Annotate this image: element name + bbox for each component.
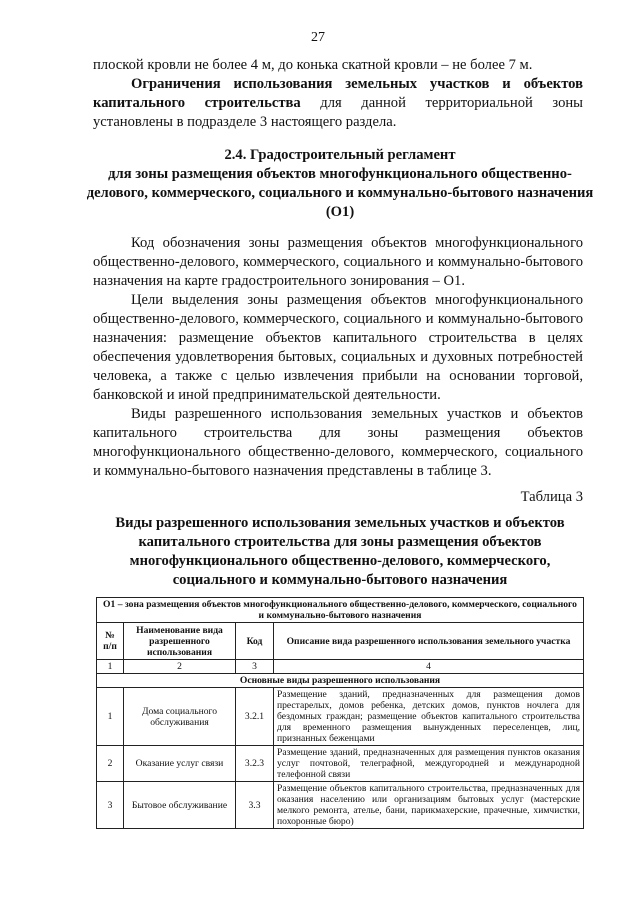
section-title-line1: 2.4. Градостроительный регламент bbox=[224, 147, 456, 163]
top-line: плоской кровли не более 4 м, до конька скатной кровли – не более 7 м. bbox=[93, 57, 533, 73]
column-header-desc: Описание вида разрешенного использования земельного участка bbox=[274, 623, 584, 660]
row-code: 3.3 bbox=[236, 782, 274, 829]
column-number: 4 bbox=[274, 660, 584, 674]
row-name: Бытовое обслуживание bbox=[124, 782, 236, 829]
row-num: 3 bbox=[97, 782, 124, 829]
row-code: 3.2.3 bbox=[236, 746, 274, 782]
column-number: 3 bbox=[236, 660, 274, 674]
table-zone-header-row bbox=[97, 598, 584, 623]
row-name: Оказание услуг связи bbox=[124, 746, 236, 782]
paragraph-code: Код обозначения зоны размещения объектов многофункционального общественно-делового, коммерческого, социального и коммунально-бытового назначения на карте градостроительного зонирования – О1. bbox=[93, 235, 583, 289]
restrictions-bold: Ограничения использования земельных участков и объектов капитального строительства bbox=[93, 76, 583, 111]
row-desc: Размещение объектов капитального строительства, предназначенных для оказания населению или организациям бытовых услуг (мастерские мелкого ремонта, ателье, бани, парикмахерские, прачечные, химчистки, похоронные бюро) bbox=[274, 782, 584, 829]
row-desc: Размещение зданий, предназначенных для размещения пунктов оказания услуг почтовой, телеграфной, междугородней и международной телефонной связи bbox=[274, 746, 584, 782]
main-text bbox=[93, 234, 583, 507]
table-label: Таблица 3 bbox=[520, 489, 583, 505]
table-title: Виды разрешенного использования земельных участков и объектов капитального строительства для зоны размещения объектов многофункционального общественно-делового, коммерческого, социального и коммунально-бытового назначения bbox=[115, 515, 565, 588]
group-header: Основные виды разрешенного использования bbox=[97, 674, 584, 688]
row-num: 2 bbox=[97, 746, 124, 782]
row-code: 3.2.1 bbox=[236, 688, 274, 746]
zone-header: О1 – зона размещения объектов многофункционального общественно-делового, коммерческого, социального и коммунально-бытового назначения bbox=[97, 598, 584, 623]
column-number: 1 bbox=[97, 660, 124, 674]
restrictions-rest: для данной территориальной зоны установлены в подразделе 3 настоящего раздела. bbox=[93, 95, 583, 130]
row-num: 1 bbox=[97, 688, 124, 746]
column-number: 2 bbox=[124, 660, 236, 674]
section-title-line2: для зоны размещения объектов многофункционального общественно-делового, коммерческого, социального и коммунально-бытового назначения (О1) bbox=[86, 166, 594, 220]
table-row bbox=[97, 782, 584, 829]
table-row bbox=[97, 746, 584, 782]
restrictions-paragraph bbox=[93, 75, 583, 132]
top-paragraph bbox=[93, 56, 583, 132]
column-header-name: Наименование вида разрешенного использования bbox=[124, 623, 236, 660]
page-number: 27 bbox=[311, 30, 325, 45]
section-title bbox=[80, 146, 600, 222]
table-column-header-row bbox=[97, 623, 584, 660]
column-header-code: Код bbox=[236, 623, 274, 660]
row-name: Дома социального обслуживания bbox=[124, 688, 236, 746]
table-row bbox=[97, 688, 584, 746]
table-group-header-row bbox=[97, 674, 584, 688]
row-desc: Размещение зданий, предназначенных для размещения домов престарелых, домов ребенка, детских домов, пунктов ночлега для бездомных граждан; размещение объектов капитального строительства для временного размещения вынужденных переселенцев, лиц, признанных беженцами bbox=[274, 688, 584, 746]
paragraph-types: Виды разрешенного использования земельных участков и объектов капитального строительства для зоны размещения объектов многофункционального общественно-делового, коммерческого, социального и коммунально-бытового назначения представлены в таблице 3. bbox=[93, 406, 583, 479]
paragraph-goals: Цели выделения зоны размещения объектов многофункционального общественно-делового, коммерческого, социального и коммунально-бытового назначения: размещение объектов капитального строительства в целях обеспечения удовлетворения бытовых, социальных и духовных потребностей человека, а также с целью извлечения прибыли на основании торговой, банковской и иной предпринимательской деятельности. bbox=[93, 292, 583, 403]
regulation-table bbox=[96, 597, 584, 829]
table-column-number-row bbox=[97, 660, 584, 674]
column-header-num: № п/п bbox=[97, 623, 124, 660]
